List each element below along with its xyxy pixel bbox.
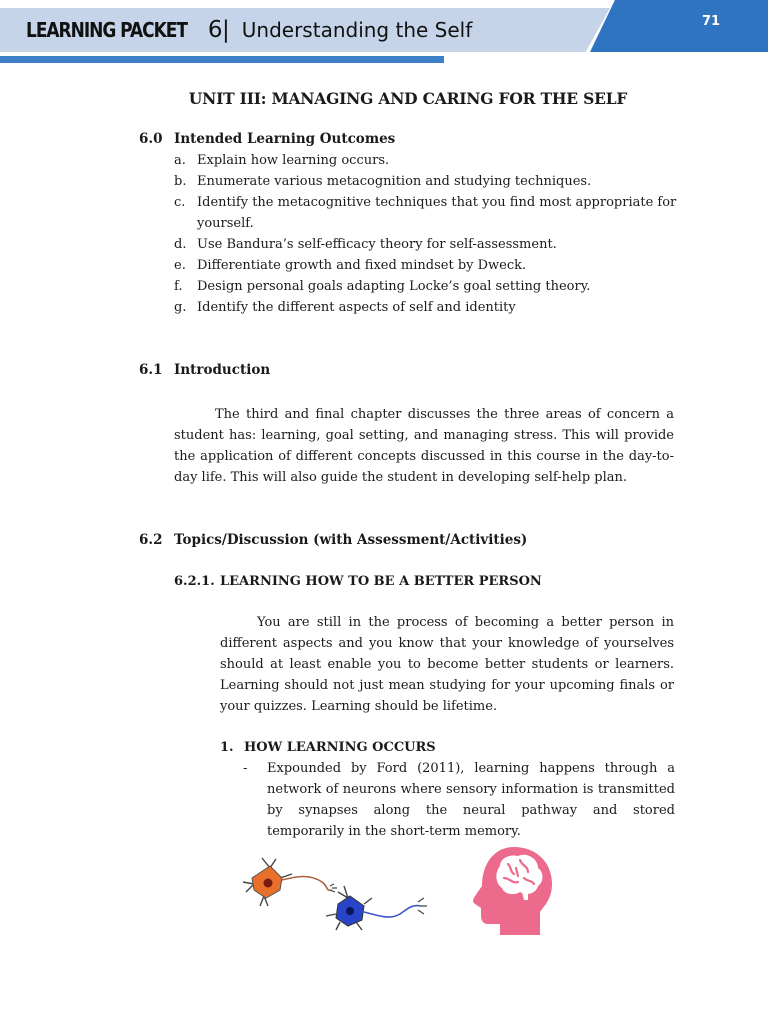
section-title: Intended Learning Outcomes bbox=[174, 131, 396, 147]
bullet-item bbox=[243, 758, 675, 842]
item-number: 1. bbox=[220, 740, 234, 755]
item-text: Explain how learning occurs. bbox=[197, 153, 390, 168]
section-number: 6.1 bbox=[139, 362, 163, 378]
item-text: Enumerate various metacognition and studying techniques. bbox=[197, 174, 592, 189]
item-letter: d. bbox=[174, 237, 187, 252]
packet-title bbox=[26, 17, 472, 43]
banner-dark-shape bbox=[590, 0, 768, 52]
packet-separator: | bbox=[222, 17, 230, 43]
unit-title: UNIT III: MANAGING AND CARING FOR THE SELF bbox=[188, 89, 628, 108]
item-text: Use Bandura’s self-efficacy theory for self-assessment. bbox=[197, 237, 557, 252]
brain-head-icon bbox=[470, 844, 556, 938]
page-number: 71 bbox=[701, 14, 721, 29]
item-text: Identify the metacognitive techniques that you find most appropriate for yourself. bbox=[197, 195, 677, 231]
list-item bbox=[174, 192, 678, 234]
section-heading-outcomes bbox=[139, 129, 395, 150]
section-number: 6.2 bbox=[139, 532, 163, 548]
item-letter: e. bbox=[174, 258, 186, 273]
item-letter: b. bbox=[174, 174, 187, 189]
orange-neuron-icon bbox=[243, 858, 337, 906]
list-item bbox=[174, 234, 678, 255]
list-item bbox=[174, 171, 678, 192]
numbered-heading bbox=[220, 737, 436, 758]
subsection-paragraph: You are still in the process of becoming a better person in different aspects and you know that your knowledge of yourselves should at least enable you to become better students or learners. Learning should not just mean studying for your upcoming finals or your quizzes. Learning should be lifetime. bbox=[220, 615, 674, 714]
item-letter: c. bbox=[174, 195, 186, 210]
bullet-mark: - bbox=[243, 761, 248, 776]
blue-neuron-icon bbox=[326, 886, 427, 930]
subsection-title: LEARNING HOW TO BE A BETTER PERSON bbox=[220, 574, 542, 589]
outcomes-list bbox=[174, 150, 678, 318]
section-title: Introduction bbox=[174, 362, 271, 378]
item-letter: a. bbox=[174, 153, 186, 168]
list-item bbox=[174, 297, 678, 318]
introduction-paragraph: The third and final chapter discusses the three areas of concern a student has: learning, goal setting, and managing stress. This will provide the application of different concepts discussed in this course in the day-to-day life. This will also guide the student in developing self-help plan. bbox=[174, 407, 674, 485]
section-number: 6.0 bbox=[139, 131, 163, 147]
packet-label: LEARNING PACKET bbox=[26, 18, 187, 42]
list-item bbox=[174, 276, 678, 297]
section-heading-topics bbox=[139, 530, 527, 551]
subsection-number: 6.2.1. bbox=[174, 574, 215, 589]
section-heading-introduction bbox=[139, 360, 270, 381]
header-banner bbox=[0, 0, 768, 66]
item-text: Differentiate growth and fixed mindset by Dweck. bbox=[197, 258, 527, 273]
list-item bbox=[174, 255, 678, 276]
item-text: Design personal goals adapting Locke’s goal setting theory. bbox=[197, 279, 591, 294]
section-title: Topics/Discussion (with Assessment/Activities) bbox=[174, 532, 528, 548]
neurons-illustration bbox=[240, 856, 430, 934]
item-title: HOW LEARNING OCCURS bbox=[244, 740, 436, 755]
item-letter: f. bbox=[174, 279, 183, 294]
list-item bbox=[174, 150, 678, 171]
packet-subject: Understanding the Self bbox=[241, 18, 473, 42]
item-letter: g. bbox=[174, 300, 187, 315]
packet-number: 6 bbox=[207, 17, 223, 43]
subsection-heading bbox=[174, 571, 542, 592]
banner-accent-strip bbox=[0, 56, 444, 63]
item-text: Identify the different aspects of self and identity bbox=[197, 300, 516, 315]
bullet-text: Expounded by Ford (2011), learning happens through a network of neurons where sensory information is transmitted by synapses along the neural pathway and stored temporarily in the short-term memory. bbox=[267, 761, 675, 839]
